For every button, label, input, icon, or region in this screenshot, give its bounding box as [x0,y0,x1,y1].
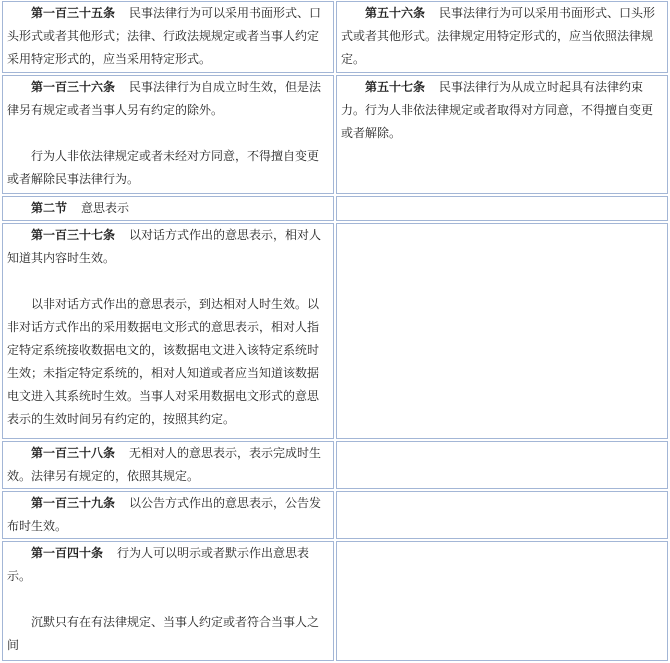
article-paragraph [341,2,664,71]
empty-cell [336,196,668,221]
article-paragraph [7,2,330,71]
table-row [2,75,668,194]
table-row [2,196,668,221]
paragraph-gap [7,122,330,145]
table-row [2,1,668,73]
table-row [2,541,668,661]
section-heading-cell [2,196,334,221]
article-paragraph [7,442,330,488]
table-row [2,491,668,539]
new-law-cell [2,1,334,73]
article-text: 行为人可以明示或者默示作出意思表示。 [7,546,310,583]
old-law-cell [336,75,668,194]
article-number: 第一百四十条 [31,546,104,560]
table-row [2,441,668,489]
new-law-cell [2,541,334,661]
section-number: 第二节 [31,201,68,215]
article-text: 以对话方式作出的意思表示，相对人知道其内容时生效。 [7,228,322,265]
article-paragraph [7,224,330,270]
article-paragraph: 行为人非依法律规定或者未经对方同意，不得擅自变更或者解除民事法律行为。 [7,149,320,186]
empty-cell [336,491,668,539]
empty-cell [336,223,668,439]
article-text: 民事法律行为从成立时起具有法律约束力。行为人非依法律规定或者取得对方同意，不得擅自变更或者解除。 [341,80,654,140]
article-number: 第五十六条 [365,6,426,20]
article-paragraph [7,492,330,538]
article-paragraph: 沉默只有在有法律规定、当事人约定或者符合当事人之间 [7,615,320,652]
paragraph-gap [7,588,330,611]
article-paragraph: 以非对话方式作出的意思表示，到达相对人时生效。以非对话方式作出的采用数据电文形式的意思表示，相对人指定特定系统接收数据电文的，该数据电文进入该特定系统时生效；未指定特定系统的，相对人知道或者应当知道该数据电文进入其系统时生效。当事人对采用数据电文形式的意思表示的生效时间另有约定的，按照其约定。 [7,297,320,426]
empty-cell [336,541,668,661]
article-text: 以公告方式作出的意思表示，公告发布时生效。 [7,496,322,533]
article-number: 第一百三十六条 [31,80,116,94]
new-law-cell [2,223,334,439]
article-number: 第一百三十五条 [31,6,116,20]
article-number: 第一百三十八条 [31,446,116,460]
article-text: 民事法律行为可以采用书面形式、口头形式或者其他形式；法律、行政法规规定或者当事人约定采用特定形式的，应当采用特定形式。 [7,6,322,66]
section-heading [7,197,330,220]
article-number: 第一百三十七条 [31,228,116,242]
section-title: 意思表示 [81,201,130,215]
new-law-cell [2,75,334,194]
empty-cell [336,441,668,489]
table-row [2,223,668,439]
article-paragraph [7,542,330,588]
article-text: 民事法律行为自成立时生效，但是法律另有规定或者当事人另有约定的除外。 [7,80,322,117]
article-paragraph [341,76,664,145]
new-law-cell [2,491,334,539]
article-number: 第五十七条 [365,80,426,94]
old-law-cell [336,1,668,73]
article-text: 无相对人的意思表示，表示完成时生效。法律另有规定的，依照其规定。 [7,446,322,483]
new-law-cell [2,441,334,489]
article-paragraph [7,76,330,122]
article-text: 民事法律行为可以采用书面形式、口头形式或者其他形式。法律规定用特定形式的，应当依照法律规定。 [341,6,656,66]
paragraph-gap [7,270,330,293]
article-number: 第一百三十九条 [31,496,116,510]
